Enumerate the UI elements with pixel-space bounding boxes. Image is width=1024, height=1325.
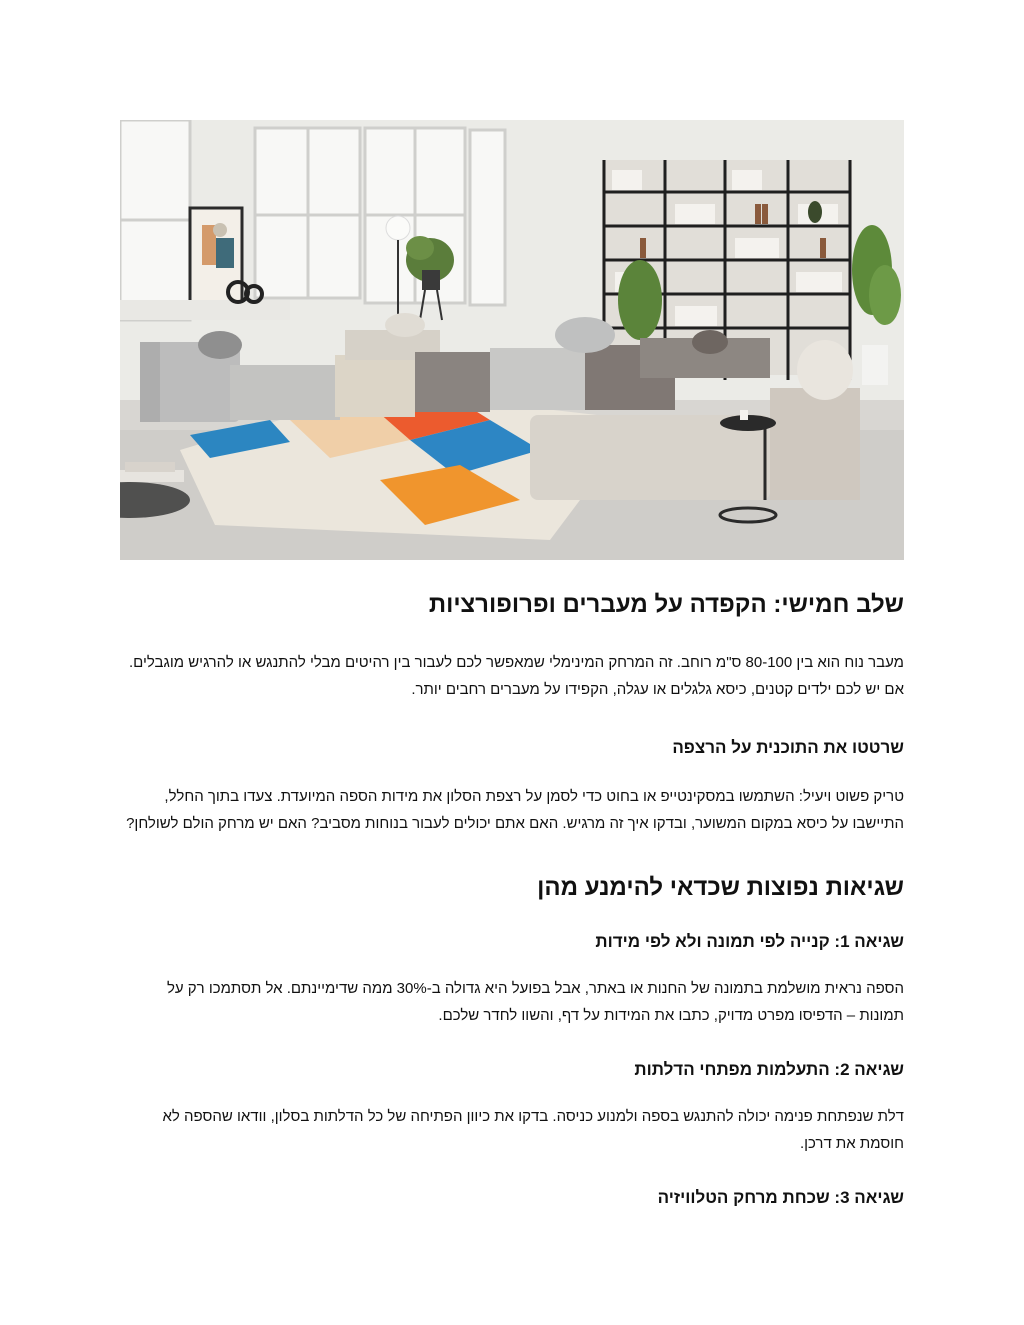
article-content: [120, 590, 904, 1209]
subheading-mistake-1: שגיאה 1: קנייה לפי תמונה ולא לפי מידות: [595, 932, 904, 952]
living-room-illustration: [120, 120, 904, 560]
subheading-mistake-3: שגיאה 3: שכחת מרחק הטלוויזיה: [657, 1188, 904, 1208]
window-left: [120, 120, 505, 320]
mistake-2-paragraph: דלת שנפתחת פנימה יכולה להתנגש בספה ולמנוע כניסה. בדקו את כיוון הפתיחה של כל הדלתות בסלון, וודאו שהספה לא חוסמת את דרכן.: [162, 1108, 904, 1153]
mistake-1-paragraph: הספה נראית מושלמת בתמונה של החנות או באתר, אבל בפועל היא גדולה ב-30% ממה שדימיינתם. אל תסתמכו רק על תמונות – הדפיסו מפרט מדויק, כתבו את המידות על דף, והשוו לחדר שלכם.: [166, 980, 904, 1025]
section-heading-common-mistakes: שגיאות נפוצות שכדאי להימנע מהן: [537, 874, 904, 902]
subheading-floor-plan: שרטטו את התוכנית על הרצפה: [672, 738, 904, 757]
living-room-photo: [120, 120, 904, 560]
subheading-mistake-2: שגיאה 2: התעלמות מפתחי הדלתות: [634, 1060, 904, 1080]
step-five-paragraph: מעבר נוח הוא בין 80-100 ס"מ רוחב. זה המרחק המינימלי שמאפשר לכם לעבור בין רהיטים מבלי להתנגש או להרגיש מוגבלים. אם יש לכם ילדים קטנים, כיסא גלגלים או עגלה, הקפידו על מעברים רחבים יותר.: [128, 654, 904, 698]
floor-plan-paragraph: טריק פשוט ויעיל: השתמשו במסקינטייפ או בחוט כדי לסמן על רצפת הסלון את מידות הספה המיועדת. צעדו בתוך החלל, התיישבו על כיסא במקום המשוער, ובדקו איך זה מרגיש. האם אתם יכולים לעבור בנוחות מסביב? האם יש מרחק הולם לשולחן?: [126, 788, 904, 833]
coffee-table: [120, 462, 190, 518]
wall-art: [190, 208, 242, 303]
section-heading-step-five: שלב חמישי: הקפדה על מעברים ופרופורציות: [428, 591, 904, 618]
